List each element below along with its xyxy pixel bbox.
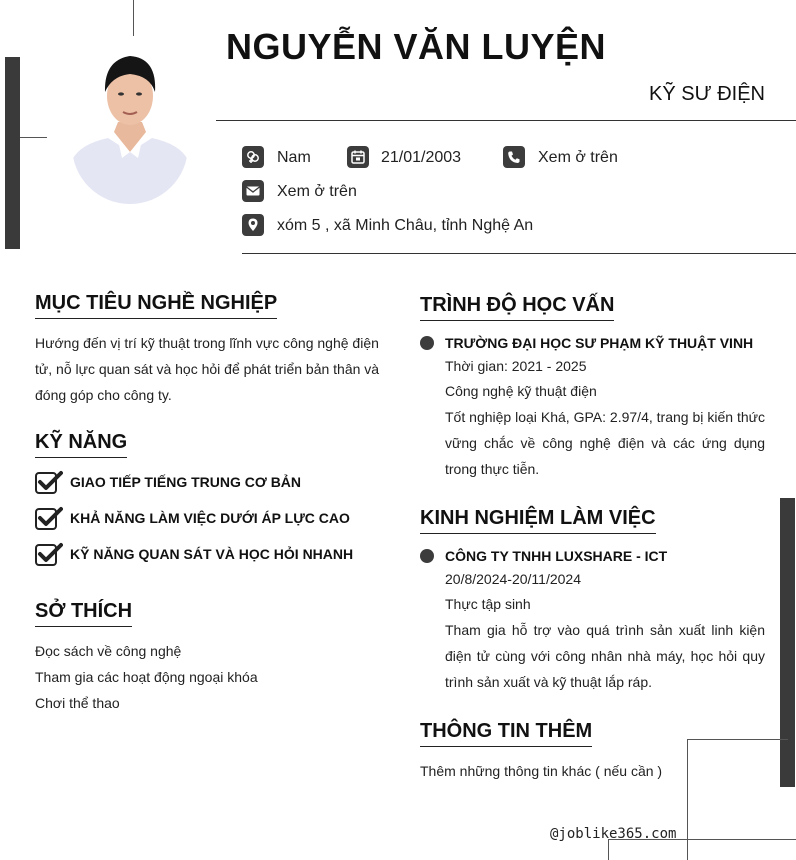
experience-desc-line: Tham gia hỗ trợ vào quá trình sản xuất linh kiện: [445, 622, 765, 638]
map-pin-icon: [242, 214, 264, 236]
experience-desc-line: điện tử cùng với công nhân nhà máy, học hỏi quy: [445, 648, 765, 664]
birthday-value: 21/01/2003: [381, 149, 462, 166]
experience-title: KINH NGHIỆM LÀM VIỆC: [420, 507, 656, 534]
skills-title: KỸ NĂNG: [35, 431, 127, 458]
email-value[interactable]: Xem ở trên: [277, 183, 357, 200]
experience-desc: [445, 617, 765, 695]
checkbox-checked-icon: [35, 470, 63, 494]
watermark: @joblike365.com: [550, 826, 677, 842]
objective-line: đóng góp cho công ty.: [35, 387, 172, 403]
education-title: TRÌNH ĐỘ HỌC VẤN: [420, 294, 614, 321]
hobbies-list: [35, 638, 258, 716]
bullet-dot: [420, 336, 434, 350]
education-desc-line: vững chắc về công nghệ điện và các ứng dụng: [445, 435, 765, 451]
hobbies-title: SỞ THÍCH: [35, 600, 132, 627]
left-accent-bar: [5, 57, 20, 249]
education-desc: [445, 404, 765, 482]
corner-frame-inner: [608, 839, 796, 860]
skill-item: KHẢ NĂNG LÀM VIỆC DƯỚI ÁP LỰC CAO: [70, 510, 350, 526]
education-desc-line: Tốt nghiệp loại Khá, GPA: 2.97/4, trang bị kiến thức: [445, 409, 765, 425]
checkbox-checked-icon: [35, 506, 63, 530]
company-name: CÔNG TY TNHH LUXSHARE - ICT: [445, 548, 668, 564]
objective-title: MỤC TIÊU NGHỀ NGHIỆP: [35, 292, 277, 319]
skill-item: GIAO TIẾP TIẾNG TRUNG CƠ BẢN: [70, 474, 302, 490]
avatar: [72, 48, 188, 204]
objective-line: Hướng đến vị trí kỹ thuật trong lĩnh vực công nghệ điện: [35, 335, 379, 351]
job-title: KỸ SƯ ĐIỆN: [649, 83, 765, 105]
hobby-item: Đọc sách về công nghệ: [35, 643, 182, 659]
extra-info-title: THÔNG TIN THÊM: [420, 720, 592, 747]
contact-rule: [242, 253, 796, 254]
phone-icon: [503, 146, 525, 168]
address-value: xóm 5 , xã Minh Châu, tỉnh Nghệ An: [277, 217, 534, 234]
calendar-icon: [347, 146, 369, 168]
candidate-name: NGUYỄN VĂN LUYỆN: [226, 26, 607, 67]
skill-item: KỸ NĂNG QUAN SÁT VÀ HỌC HỎI NHANH: [70, 546, 354, 562]
experience-period: 20/8/2024-20/11/2024: [445, 571, 581, 587]
gender-icon: [242, 146, 264, 168]
left-divider-line: [20, 137, 47, 138]
education-time: Thời gian: 2021 - 2025: [445, 358, 587, 374]
phone-value[interactable]: Xem ở trên: [538, 149, 618, 166]
extra-info-text: Thêm những thông tin khác ( nếu cần ): [420, 763, 663, 779]
gender-value: Nam: [277, 149, 311, 166]
experience-desc-line: trình sản xuất và kỹ thuật lắp ráp.: [445, 674, 653, 690]
experience-role: Thực tập sinh: [445, 596, 531, 612]
education-major: Công nghệ kỹ thuật điện: [445, 383, 597, 399]
top-divider-line: [133, 0, 134, 36]
bullet-dot: [420, 549, 434, 563]
hobby-item: Tham gia các hoạt động ngoại khóa: [35, 669, 258, 685]
objective-line: tử, nỗ lực quan sát và học hỏi để phát triển bản thân và: [35, 361, 380, 377]
header-rule: [216, 120, 796, 121]
objective-text: [35, 330, 385, 408]
education-desc-line: trong thực tiễn.: [445, 461, 540, 477]
school-name: TRƯỜNG ĐẠI HỌC SƯ PHẠM KỸ THUẬT VINH: [445, 335, 754, 351]
envelope-icon: [242, 180, 264, 202]
hobby-item: Chơi thể thao: [35, 695, 120, 711]
checkbox-checked-icon: [35, 542, 63, 566]
